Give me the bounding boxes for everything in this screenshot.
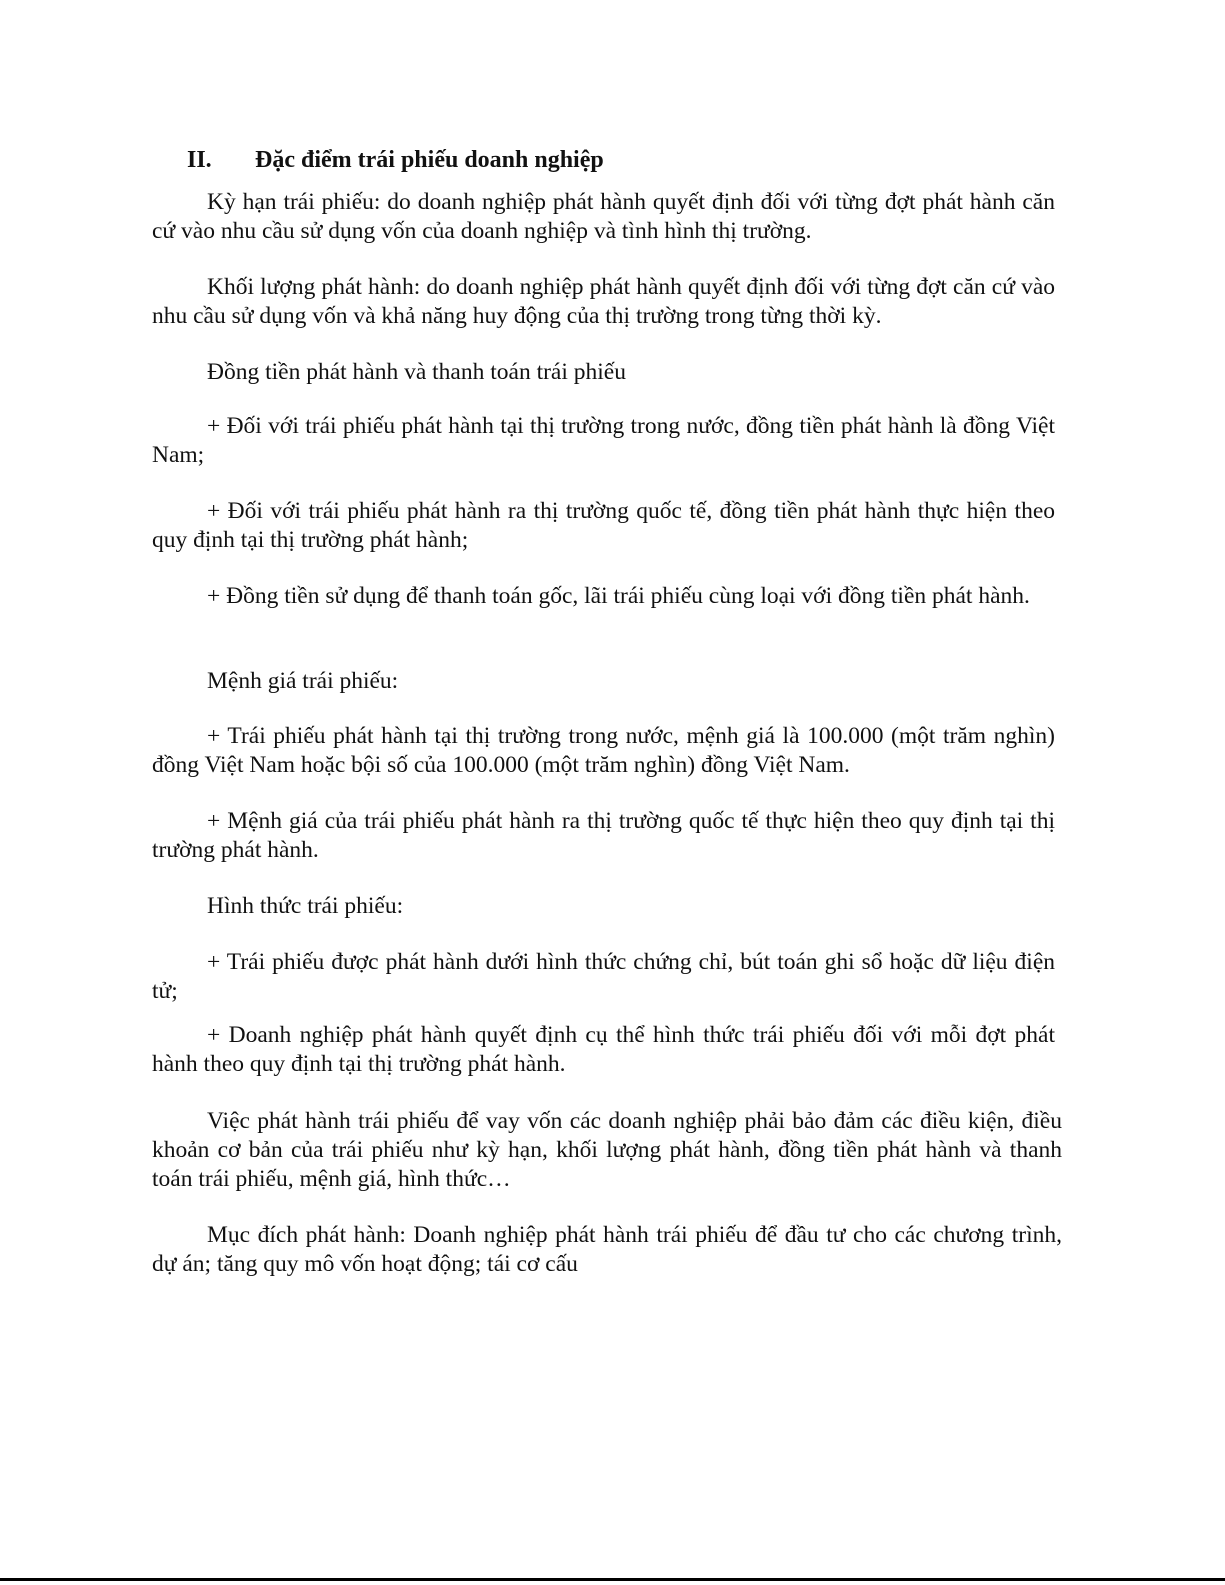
paragraph-currency-domestic: + Đối với trái phiếu phát hành tại thị trường trong nước, đồng tiền phát hành là đồng Việt Nam; (152, 413, 1055, 468)
paragraph-par-value-heading: Mệnh giá trái phiếu: (207, 668, 399, 694)
paragraph-currency-heading: Đồng tiền phát hành và thanh toán trái phiếu (207, 359, 626, 385)
paragraph-issuance-purpose: Mục đích phát hành: Doanh nghiệp phát hành trái phiếu để đầu tư cho các chương trình, dự án; tăng quy mô vốn hoạt động; tái cơ cấu (152, 1222, 1062, 1277)
paragraph-form-heading: Hình thức trái phiếu: (207, 893, 404, 919)
section-number: II. (187, 147, 212, 173)
section-title: Đặc điểm trái phiếu doanh nghiệp (255, 147, 604, 173)
section-heading (187, 144, 604, 176)
paragraph-currency-payment: + Đồng tiền sử dụng để thanh toán gốc, lãi trái phiếu cùng loại với đồng tiền phát hành. (207, 583, 1030, 609)
paragraph-issue-volume: Khối lượng phát hành: do doanh nghiệp phát hành quyết định đối với từng đợt căn cứ vào nhu cầu sử dụng vốn và khả năng huy động của thị trường trong từng thời kỳ. (152, 274, 1055, 329)
paragraph-currency-international: + Đối với trái phiếu phát hành ra thị trường quốc tế, đồng tiền phát hành thực hiện theo quy định tại thị trường phát hành; (152, 498, 1055, 553)
paragraph-form-types: + Trái phiếu được phát hành dưới hình thức chứng chỉ, bút toán ghi sổ hoặc dữ liệu điện tử; (152, 949, 1055, 1004)
paragraph-issuance-conditions: Việc phát hành trái phiếu để vay vốn các doanh nghiệp phải bảo đảm các điều kiện, điều khoản cơ bản của trái phiếu như kỳ hạn, khối lượng phát hành, đồng tiền phát hành và thanh toán trái phiếu, mệnh giá, hình thức… (152, 1108, 1062, 1192)
paragraph-bond-term: Kỳ hạn trái phiếu: do doanh nghiệp phát hành quyết định đối với từng đợt phát hành căn cứ vào nhu cầu sử dụng vốn của doanh nghiệp và tình hình thị trường. (152, 189, 1055, 244)
paragraph-par-value-domestic: + Trái phiếu phát hành tại thị trường trong nước, mệnh giá là 100.000 (một trăm nghìn) đồng Việt Nam hoặc bội số của 100.000 (một trăm nghìn) đồng Việt Nam. (152, 723, 1055, 778)
paragraph-par-value-international: + Mệnh giá của trái phiếu phát hành ra thị trường quốc tế thực hiện theo quy định tại thị trường phát hành. (152, 808, 1055, 863)
page-bottom-border (0, 1578, 1225, 1581)
paragraph-form-decision: + Doanh nghiệp phát hành quyết định cụ thể hình thức trái phiếu đối với mỗi đợt phát hành theo quy định tại thị trường phát hành. (152, 1022, 1055, 1077)
